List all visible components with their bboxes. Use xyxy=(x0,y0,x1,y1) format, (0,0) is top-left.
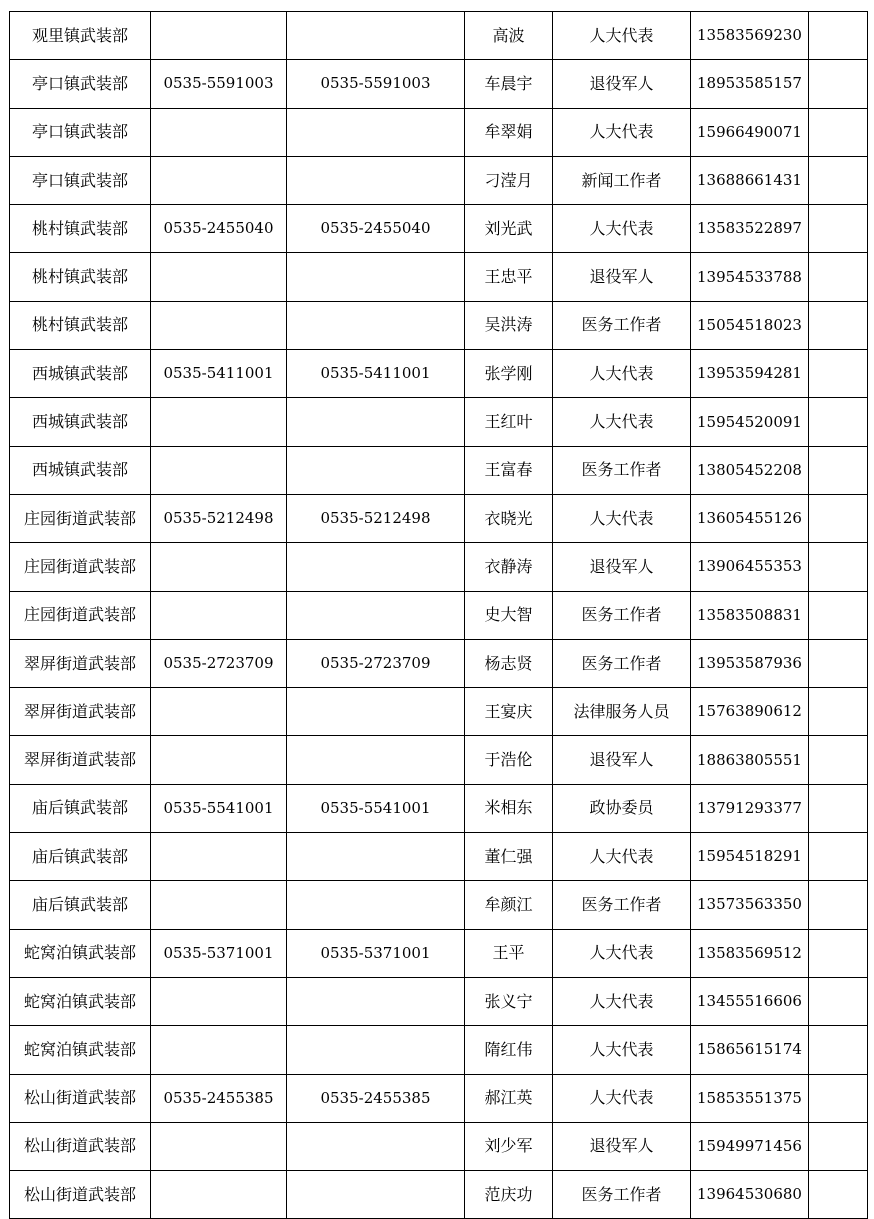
mobile-phone-cell: 13953587936 xyxy=(691,639,809,687)
table-row xyxy=(10,833,868,881)
duty-phone-cell xyxy=(287,688,465,736)
unit-cell: 桃村镇武装部 xyxy=(10,205,151,253)
duty-phone-cell xyxy=(287,108,465,156)
contact-table xyxy=(9,11,868,1219)
office-phone-cell xyxy=(151,736,287,784)
mobile-phone-cell: 13583508831 xyxy=(691,591,809,639)
person-role-cell: 退役军人 xyxy=(553,253,691,301)
office-phone-cell xyxy=(151,591,287,639)
person-name-cell: 王红叶 xyxy=(465,398,553,446)
duty-phone-cell xyxy=(287,12,465,60)
person-name-cell: 吴洪涛 xyxy=(465,301,553,349)
note-cell xyxy=(809,736,868,784)
table-row xyxy=(10,639,868,687)
duty-phone-cell xyxy=(287,736,465,784)
office-phone-cell xyxy=(151,12,287,60)
mobile-phone-cell: 13583569230 xyxy=(691,12,809,60)
unit-cell: 亭口镇武装部 xyxy=(10,156,151,204)
unit-cell: 庄园街道武装部 xyxy=(10,494,151,542)
person-name-cell: 郝江英 xyxy=(465,1074,553,1122)
office-phone-cell xyxy=(151,688,287,736)
person-role-cell: 新闻工作者 xyxy=(553,156,691,204)
note-cell xyxy=(809,977,868,1025)
person-role-cell: 人大代表 xyxy=(553,833,691,881)
contact-table-container xyxy=(9,11,868,1219)
office-phone-cell xyxy=(151,1122,287,1170)
person-name-cell: 杨志贤 xyxy=(465,639,553,687)
table-row xyxy=(10,688,868,736)
mobile-phone-cell: 13964530680 xyxy=(691,1171,809,1219)
office-phone-cell: 0535-2455040 xyxy=(151,205,287,253)
duty-phone-cell xyxy=(287,977,465,1025)
unit-cell: 松山街道武装部 xyxy=(10,1074,151,1122)
duty-phone-cell xyxy=(287,253,465,301)
note-cell xyxy=(809,446,868,494)
office-phone-cell xyxy=(151,881,287,929)
note-cell xyxy=(809,156,868,204)
person-role-cell: 医务工作者 xyxy=(553,1171,691,1219)
unit-cell: 庙后镇武装部 xyxy=(10,833,151,881)
duty-phone-cell: 0535-2723709 xyxy=(287,639,465,687)
unit-cell: 翠屏街道武装部 xyxy=(10,688,151,736)
table-row xyxy=(10,1026,868,1074)
person-role-cell: 人大代表 xyxy=(553,1026,691,1074)
duty-phone-cell xyxy=(287,881,465,929)
duty-phone-cell: 0535-5212498 xyxy=(287,494,465,542)
unit-cell: 亭口镇武装部 xyxy=(10,60,151,108)
duty-phone-cell xyxy=(287,1171,465,1219)
table-row xyxy=(10,1122,868,1170)
person-role-cell: 退役军人 xyxy=(553,736,691,784)
person-name-cell: 王平 xyxy=(465,929,553,977)
office-phone-cell xyxy=(151,398,287,446)
unit-cell: 桃村镇武装部 xyxy=(10,301,151,349)
unit-cell: 西城镇武装部 xyxy=(10,350,151,398)
person-role-cell: 退役军人 xyxy=(553,1122,691,1170)
office-phone-cell: 0535-2723709 xyxy=(151,639,287,687)
note-cell xyxy=(809,398,868,446)
table-row xyxy=(10,301,868,349)
note-cell xyxy=(809,591,868,639)
duty-phone-cell xyxy=(287,398,465,446)
person-role-cell: 退役军人 xyxy=(553,543,691,591)
mobile-phone-cell: 15763890612 xyxy=(691,688,809,736)
note-cell xyxy=(809,543,868,591)
office-phone-cell xyxy=(151,1026,287,1074)
table-row xyxy=(10,784,868,832)
note-cell xyxy=(809,350,868,398)
person-role-cell: 人大代表 xyxy=(553,977,691,1025)
table-row xyxy=(10,1171,868,1219)
person-role-cell: 医务工作者 xyxy=(553,446,691,494)
person-name-cell: 王宴庆 xyxy=(465,688,553,736)
person-name-cell: 于浩伦 xyxy=(465,736,553,784)
office-phone-cell xyxy=(151,301,287,349)
mobile-phone-cell: 13583522897 xyxy=(691,205,809,253)
unit-cell: 蛇窝泊镇武装部 xyxy=(10,977,151,1025)
table-row xyxy=(10,108,868,156)
table-row xyxy=(10,156,868,204)
duty-phone-cell xyxy=(287,833,465,881)
table-row xyxy=(10,929,868,977)
office-phone-cell xyxy=(151,1171,287,1219)
table-row xyxy=(10,398,868,446)
unit-cell: 观里镇武装部 xyxy=(10,12,151,60)
office-phone-cell xyxy=(151,977,287,1025)
note-cell xyxy=(809,494,868,542)
note-cell xyxy=(809,639,868,687)
person-role-cell: 人大代表 xyxy=(553,205,691,253)
person-name-cell: 牟翠娟 xyxy=(465,108,553,156)
office-phone-cell xyxy=(151,446,287,494)
person-role-cell: 人大代表 xyxy=(553,1074,691,1122)
table-row xyxy=(10,350,868,398)
note-cell xyxy=(809,784,868,832)
mobile-phone-cell: 18953585157 xyxy=(691,60,809,108)
mobile-phone-cell: 13805452208 xyxy=(691,446,809,494)
unit-cell: 桃村镇武装部 xyxy=(10,253,151,301)
note-cell xyxy=(809,929,868,977)
mobile-phone-cell: 18863805551 xyxy=(691,736,809,784)
duty-phone-cell xyxy=(287,301,465,349)
office-phone-cell xyxy=(151,108,287,156)
person-name-cell: 隋红伟 xyxy=(465,1026,553,1074)
office-phone-cell: 0535-5371001 xyxy=(151,929,287,977)
table-row xyxy=(10,205,868,253)
mobile-phone-cell: 15949971456 xyxy=(691,1122,809,1170)
unit-cell: 西城镇武装部 xyxy=(10,398,151,446)
mobile-phone-cell: 13573563350 xyxy=(691,881,809,929)
note-cell xyxy=(809,205,868,253)
table-row xyxy=(10,494,868,542)
duty-phone-cell: 0535-5411001 xyxy=(287,350,465,398)
contact-table-body xyxy=(10,12,868,1219)
mobile-phone-cell: 13954533788 xyxy=(691,253,809,301)
person-name-cell: 张义宁 xyxy=(465,977,553,1025)
duty-phone-cell xyxy=(287,156,465,204)
person-role-cell: 医务工作者 xyxy=(553,639,691,687)
duty-phone-cell: 0535-5371001 xyxy=(287,929,465,977)
person-role-cell: 人大代表 xyxy=(553,494,691,542)
unit-cell: 庄园街道武装部 xyxy=(10,591,151,639)
table-row xyxy=(10,446,868,494)
person-role-cell: 医务工作者 xyxy=(553,881,691,929)
office-phone-cell xyxy=(151,156,287,204)
person-name-cell: 刁滢月 xyxy=(465,156,553,204)
table-row xyxy=(10,253,868,301)
duty-phone-cell xyxy=(287,1122,465,1170)
unit-cell: 松山街道武装部 xyxy=(10,1171,151,1219)
office-phone-cell: 0535-5591003 xyxy=(151,60,287,108)
office-phone-cell xyxy=(151,543,287,591)
mobile-phone-cell: 13455516606 xyxy=(691,977,809,1025)
unit-cell: 亭口镇武装部 xyxy=(10,108,151,156)
office-phone-cell xyxy=(151,833,287,881)
table-row xyxy=(10,1074,868,1122)
table-row xyxy=(10,881,868,929)
mobile-phone-cell: 15966490071 xyxy=(691,108,809,156)
duty-phone-cell xyxy=(287,1026,465,1074)
table-row xyxy=(10,977,868,1025)
person-name-cell: 衣静涛 xyxy=(465,543,553,591)
person-name-cell: 张学刚 xyxy=(465,350,553,398)
duty-phone-cell: 0535-5591003 xyxy=(287,60,465,108)
person-role-cell: 医务工作者 xyxy=(553,591,691,639)
duty-phone-cell xyxy=(287,543,465,591)
person-name-cell: 车晨宇 xyxy=(465,60,553,108)
table-row xyxy=(10,543,868,591)
person-name-cell: 高波 xyxy=(465,12,553,60)
mobile-phone-cell: 13906455353 xyxy=(691,543,809,591)
note-cell xyxy=(809,1171,868,1219)
note-cell xyxy=(809,688,868,736)
person-role-cell: 人大代表 xyxy=(553,108,691,156)
person-name-cell: 王富春 xyxy=(465,446,553,494)
duty-phone-cell: 0535-5541001 xyxy=(287,784,465,832)
unit-cell: 庙后镇武装部 xyxy=(10,784,151,832)
mobile-phone-cell: 15853551375 xyxy=(691,1074,809,1122)
note-cell xyxy=(809,108,868,156)
person-name-cell: 王忠平 xyxy=(465,253,553,301)
office-phone-cell xyxy=(151,253,287,301)
person-role-cell: 医务工作者 xyxy=(553,301,691,349)
person-name-cell: 衣晓光 xyxy=(465,494,553,542)
table-row xyxy=(10,591,868,639)
mobile-phone-cell: 15954520091 xyxy=(691,398,809,446)
person-name-cell: 刘少军 xyxy=(465,1122,553,1170)
note-cell xyxy=(809,1122,868,1170)
note-cell xyxy=(809,301,868,349)
note-cell xyxy=(809,253,868,301)
unit-cell: 庙后镇武装部 xyxy=(10,881,151,929)
person-role-cell: 人大代表 xyxy=(553,398,691,446)
unit-cell: 翠屏街道武装部 xyxy=(10,639,151,687)
mobile-phone-cell: 15054518023 xyxy=(691,301,809,349)
unit-cell: 庄园街道武装部 xyxy=(10,543,151,591)
person-name-cell: 范庆功 xyxy=(465,1171,553,1219)
mobile-phone-cell: 13953594281 xyxy=(691,350,809,398)
office-phone-cell: 0535-2455385 xyxy=(151,1074,287,1122)
unit-cell: 松山街道武装部 xyxy=(10,1122,151,1170)
unit-cell: 西城镇武装部 xyxy=(10,446,151,494)
duty-phone-cell xyxy=(287,591,465,639)
person-name-cell: 米相东 xyxy=(465,784,553,832)
office-phone-cell: 0535-5411001 xyxy=(151,350,287,398)
mobile-phone-cell: 13688661431 xyxy=(691,156,809,204)
office-phone-cell: 0535-5541001 xyxy=(151,784,287,832)
person-role-cell: 人大代表 xyxy=(553,350,691,398)
person-name-cell: 史大智 xyxy=(465,591,553,639)
mobile-phone-cell: 15954518291 xyxy=(691,833,809,881)
note-cell xyxy=(809,12,868,60)
duty-phone-cell xyxy=(287,446,465,494)
office-phone-cell: 0535-5212498 xyxy=(151,494,287,542)
mobile-phone-cell: 13583569512 xyxy=(691,929,809,977)
mobile-phone-cell: 15865615174 xyxy=(691,1026,809,1074)
note-cell xyxy=(809,60,868,108)
mobile-phone-cell: 13791293377 xyxy=(691,784,809,832)
note-cell xyxy=(809,1074,868,1122)
duty-phone-cell: 0535-2455385 xyxy=(287,1074,465,1122)
table-row xyxy=(10,12,868,60)
person-role-cell: 法律服务人员 xyxy=(553,688,691,736)
note-cell xyxy=(809,833,868,881)
person-role-cell: 退役军人 xyxy=(553,60,691,108)
person-name-cell: 牟颜江 xyxy=(465,881,553,929)
table-row xyxy=(10,60,868,108)
duty-phone-cell: 0535-2455040 xyxy=(287,205,465,253)
person-name-cell: 刘光武 xyxy=(465,205,553,253)
person-name-cell: 董仁强 xyxy=(465,833,553,881)
person-role-cell: 人大代表 xyxy=(553,12,691,60)
unit-cell: 蛇窝泊镇武装部 xyxy=(10,929,151,977)
note-cell xyxy=(809,1026,868,1074)
person-role-cell: 政协委员 xyxy=(553,784,691,832)
unit-cell: 翠屏街道武装部 xyxy=(10,736,151,784)
unit-cell: 蛇窝泊镇武装部 xyxy=(10,1026,151,1074)
note-cell xyxy=(809,881,868,929)
table-row xyxy=(10,736,868,784)
person-role-cell: 人大代表 xyxy=(553,929,691,977)
mobile-phone-cell: 13605455126 xyxy=(691,494,809,542)
